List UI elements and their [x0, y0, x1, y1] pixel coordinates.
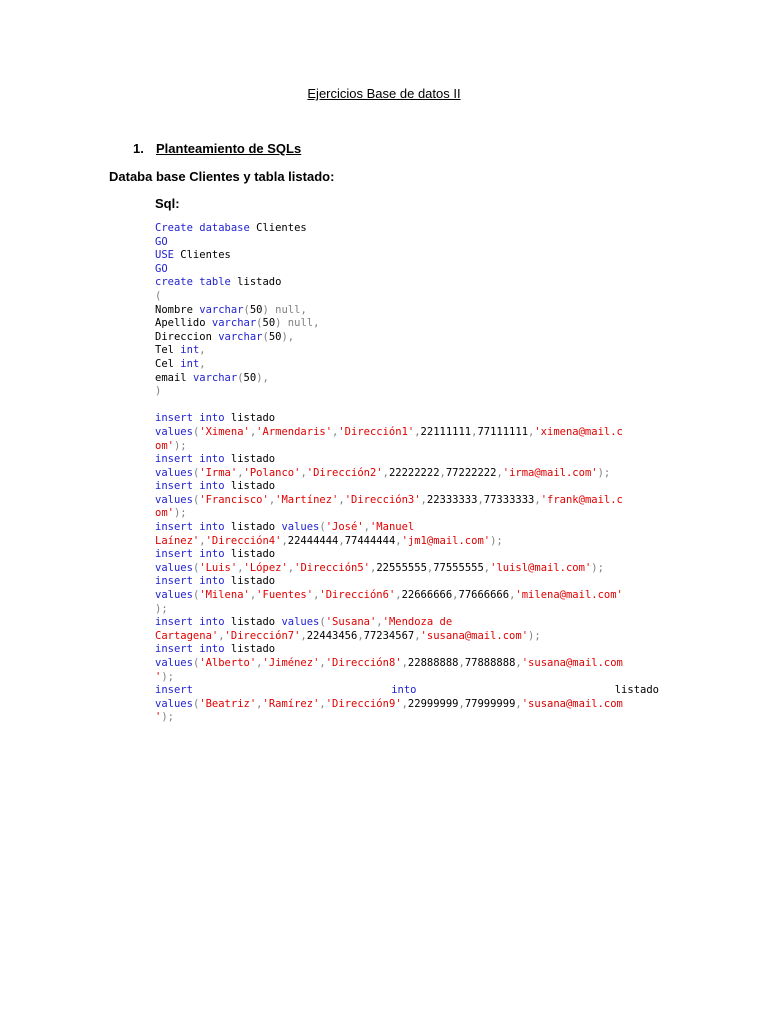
code-token: ,	[458, 657, 465, 669]
code-token: 50	[243, 371, 257, 384]
code-token: 'jm1@mail.com'	[401, 534, 491, 547]
code-line	[155, 603, 659, 617]
code-token: varchar	[199, 303, 244, 316]
code-token: values	[155, 466, 193, 479]
code-token: 50	[249, 303, 263, 316]
code-token: 'José'	[325, 521, 364, 534]
code-token: )	[262, 303, 269, 316]
code-token: 50	[268, 330, 282, 343]
code-line	[155, 276, 659, 290]
code-token: ,	[376, 616, 383, 629]
code-line	[155, 575, 659, 589]
code-token: Clientes	[249, 222, 307, 234]
code-line	[155, 358, 659, 372]
code-token: Cartagena'	[155, 629, 219, 642]
code-token: );	[155, 602, 168, 615]
code-token: 77222222	[445, 466, 497, 479]
code-token: listado	[224, 548, 276, 561]
code-token: 'Ramírez'	[262, 697, 320, 710]
code-token: 22222222	[388, 466, 440, 479]
code-token: ,	[509, 589, 516, 602]
code-token: ,	[369, 561, 377, 574]
code-token: ,	[382, 466, 389, 479]
code-token: ,	[534, 493, 541, 506]
code-token: listado	[224, 412, 276, 425]
code-token: (	[155, 289, 162, 302]
code-line	[155, 643, 659, 657]
page-title: Ejercicios Base de datos II	[307, 86, 461, 101]
code-token: );	[173, 507, 187, 520]
code-token: ,	[332, 425, 339, 438]
code-line	[155, 535, 659, 549]
code-token: '	[155, 670, 162, 683]
code-token: ),	[281, 330, 295, 343]
code-token: 'Dirección7'	[224, 629, 301, 642]
code-token: listado	[224, 480, 276, 493]
code-token: null,	[268, 303, 307, 316]
code-token: ,	[420, 493, 427, 506]
code-token: listado	[230, 276, 282, 289]
code-token: ,	[458, 697, 465, 710]
code-token: 'Dirección2'	[306, 466, 383, 479]
code-line	[155, 304, 659, 318]
code-token: ,	[256, 697, 263, 710]
code-token: (	[192, 493, 200, 506]
section-heading	[133, 141, 301, 156]
code-token: ,	[439, 466, 446, 479]
code-token: int	[180, 344, 200, 357]
code-token: insert into	[155, 575, 225, 588]
code-token: 'Dirección9'	[325, 697, 402, 710]
code-token: 'Manuel	[369, 521, 415, 534]
code-line	[155, 331, 659, 345]
code-token: ,	[300, 629, 307, 642]
code-token: Laínez'	[155, 534, 200, 547]
code-token: );	[173, 439, 187, 452]
code-line	[155, 372, 659, 386]
code-token: insert	[155, 684, 193, 697]
code-token: ,	[237, 466, 244, 479]
code-token: ,	[249, 425, 257, 438]
code-line	[155, 630, 659, 644]
code-token: Cel	[155, 357, 181, 370]
code-token: insert into	[155, 521, 225, 534]
code-token: listado	[224, 643, 276, 656]
code-token: listado	[614, 684, 659, 697]
code-token: 'Martínez'	[275, 493, 339, 506]
code-line	[155, 236, 659, 250]
code-token: 22888888	[407, 657, 459, 669]
code-token: values	[155, 561, 193, 574]
code-token: ,	[338, 534, 345, 547]
code-token: 22443456	[306, 629, 358, 642]
code-token: values	[281, 616, 320, 629]
code-token: create table	[155, 276, 231, 289]
code-token: values	[155, 697, 193, 710]
code-token: GO	[155, 235, 168, 248]
code-line	[155, 317, 659, 331]
code-token: ,	[313, 589, 320, 602]
code-token: '	[155, 711, 162, 724]
code-line	[155, 426, 659, 440]
code-line	[155, 589, 659, 603]
code-token: 'ximena@mail.c	[534, 425, 623, 438]
code-token: om'	[155, 507, 174, 520]
code-token: ,	[483, 561, 491, 574]
code-token: ,	[199, 344, 206, 357]
code-token: );	[591, 561, 604, 574]
code-line	[155, 657, 659, 671]
code-token: );	[528, 629, 541, 642]
code-token: 'Beatriz'	[199, 697, 257, 710]
code-token: 'susana@mail.com'	[420, 629, 529, 642]
code-token: ,	[199, 357, 206, 370]
code-line	[155, 507, 659, 521]
code-token: insert into	[155, 453, 225, 466]
code-token: (	[192, 561, 200, 574]
code-token: 22111111	[420, 425, 472, 438]
code-token: 77111111	[477, 425, 529, 438]
code-line	[155, 344, 659, 358]
code-token: ,	[515, 697, 522, 710]
code-token: 'irma@mail.com'	[502, 466, 598, 479]
code-token: om'	[155, 439, 174, 452]
code-token: 'luisl@mail.com'	[490, 561, 592, 574]
code-token: ,	[414, 629, 421, 642]
code-token: ,	[414, 425, 421, 438]
code-line	[155, 616, 659, 630]
code-token: ,	[528, 425, 535, 438]
code-token: USE	[155, 249, 174, 262]
code-token: values	[155, 493, 193, 506]
code-token: 'frank@mail.c	[540, 493, 623, 506]
code-token: (	[192, 466, 200, 479]
code-token: ),	[256, 371, 269, 384]
code-token: Apellido	[155, 317, 212, 330]
code-token: ,	[357, 629, 364, 642]
code-token: ,	[256, 657, 263, 669]
code-token: 77333333	[483, 493, 535, 506]
code-line	[155, 521, 659, 535]
code-token: ,	[477, 493, 484, 506]
code-line	[155, 711, 659, 725]
code-token: ,	[515, 657, 522, 669]
code-token: varchar	[218, 330, 263, 343]
code-token: 77555555	[433, 561, 484, 574]
code-token: 'Dirección8'	[325, 657, 402, 669]
code-token: 'Dirección6'	[319, 589, 396, 602]
code-token: insert into	[155, 548, 225, 561]
code-token: 'Irma'	[199, 466, 238, 479]
code-token: ,	[268, 493, 276, 506]
subtitle: Databa base Clientes y tabla listado:	[109, 169, 335, 184]
code-token: 'Ximena'	[199, 425, 250, 438]
code-token: 77234567	[363, 629, 415, 642]
code-line	[155, 249, 659, 263]
code-token: 'Dirección3'	[344, 493, 421, 506]
code-token: );	[161, 711, 174, 724]
code-token: ,	[199, 534, 206, 547]
code-token: ,	[338, 493, 345, 506]
code-token: values	[155, 589, 193, 602]
code-token: Tel	[155, 344, 181, 357]
code-line	[155, 263, 659, 277]
code-token: email	[155, 371, 193, 384]
code-line	[155, 684, 659, 698]
code-token: );	[597, 466, 611, 479]
code-token: ,	[218, 629, 225, 642]
code-token: null,	[281, 317, 320, 330]
code-token: 'Dirección1'	[338, 425, 415, 438]
code-line	[155, 222, 659, 236]
section-number: 1.	[133, 141, 144, 156]
code-token: insert into	[155, 643, 225, 656]
code-token: 'Milena'	[199, 589, 250, 602]
code-token: );	[490, 534, 503, 547]
code-token: (	[192, 425, 200, 438]
code-token: insert into	[155, 480, 225, 493]
code-token: 'Jiménez'	[262, 657, 320, 669]
code-token: 'Polanco'	[243, 466, 301, 479]
code-token: 'López'	[243, 561, 288, 574]
code-token: (	[192, 697, 200, 710]
code-token: listado	[224, 453, 276, 466]
code-token: (	[192, 657, 200, 669]
code-token: ,	[300, 466, 307, 479]
code-token: ,	[401, 657, 408, 669]
code-token: ,	[471, 425, 478, 438]
code-line	[155, 671, 659, 685]
code-token: 77666666	[458, 589, 510, 602]
code-token: 'Alberto'	[199, 657, 257, 669]
code-token: listado	[224, 575, 276, 588]
code-line	[155, 480, 659, 494]
code-token: listado	[224, 521, 282, 534]
code-token: GO	[155, 262, 168, 275]
code-token: 'Armendaris'	[256, 425, 333, 438]
code-line	[155, 494, 659, 508]
code-token: ,	[249, 589, 257, 602]
code-token: 22999999	[407, 697, 459, 710]
code-token: insert into	[155, 616, 225, 629]
code-token: varchar	[192, 371, 238, 384]
code-line	[155, 385, 659, 399]
code-line	[155, 440, 659, 454]
code-token: 22444444	[287, 534, 339, 547]
code-token: Clientes	[173, 249, 231, 262]
code-token: 22666666	[401, 589, 453, 602]
code-token: ,	[426, 561, 434, 574]
code-token: ,	[363, 521, 370, 534]
code-token: 'Dirección5'	[294, 561, 370, 574]
code-token: 50	[262, 317, 276, 330]
sql-code-block	[155, 222, 659, 725]
code-token: 'susana@mail.com	[521, 657, 623, 669]
section-label: Planteamiento de SQLs	[156, 141, 302, 156]
code-token: );	[161, 670, 174, 683]
code-line	[155, 548, 659, 562]
code-line	[155, 412, 659, 426]
code-token: Direccion	[155, 330, 219, 343]
code-token: (	[192, 589, 200, 602]
code-token: )	[155, 385, 162, 398]
code-token: )	[275, 317, 282, 330]
code-token: ,	[395, 534, 402, 547]
code-token: ,	[287, 561, 295, 574]
code-line	[155, 453, 659, 467]
code-line	[155, 698, 659, 712]
code-token: (	[237, 371, 244, 384]
code-token: 77444444	[344, 534, 396, 547]
code-token: values	[281, 521, 320, 534]
code-token: 22333333	[426, 493, 478, 506]
code-line	[155, 290, 659, 304]
code-token: (	[243, 303, 250, 316]
code-token: int	[180, 357, 200, 370]
code-token: 77888888	[464, 657, 516, 669]
code-token: 'susana@mail.com	[521, 697, 623, 710]
code-token: (	[319, 521, 326, 534]
code-token: ,	[281, 534, 288, 547]
code-line	[155, 467, 659, 481]
code-token: (	[319, 616, 326, 629]
code-token: ,	[319, 657, 326, 669]
code-token: listado	[224, 616, 282, 629]
code-token: insert into	[155, 412, 225, 425]
code-line	[155, 562, 659, 576]
code-token: ,	[395, 589, 402, 602]
sql-label: Sql:	[155, 196, 180, 211]
code-token: 'Francisco'	[199, 493, 269, 506]
code-token: 77999999	[464, 697, 516, 710]
code-token: varchar	[211, 317, 257, 330]
code-token: 'Mendoza de	[382, 616, 453, 629]
code-token: 22555555	[376, 561, 427, 574]
code-token: ,	[401, 697, 408, 710]
code-token: 'Fuentes'	[256, 589, 314, 602]
code-token: ,	[237, 561, 244, 574]
code-token: Create database	[155, 222, 250, 234]
code-line	[155, 399, 659, 413]
code-token: 'milena@mail.com'	[515, 589, 623, 602]
code-token: 'Luis'	[199, 561, 238, 574]
code-token: (	[256, 317, 263, 330]
code-token: values	[155, 657, 193, 669]
code-token: values	[155, 425, 193, 438]
code-token: into	[391, 684, 417, 697]
code-token: ,	[496, 466, 503, 479]
code-token: (	[262, 330, 269, 343]
code-token: ,	[452, 589, 459, 602]
code-token: 'Susana'	[325, 616, 377, 629]
code-token: ,	[319, 697, 326, 710]
code-token: Nombre	[155, 303, 200, 316]
code-token: 'Dirección4'	[205, 534, 282, 547]
